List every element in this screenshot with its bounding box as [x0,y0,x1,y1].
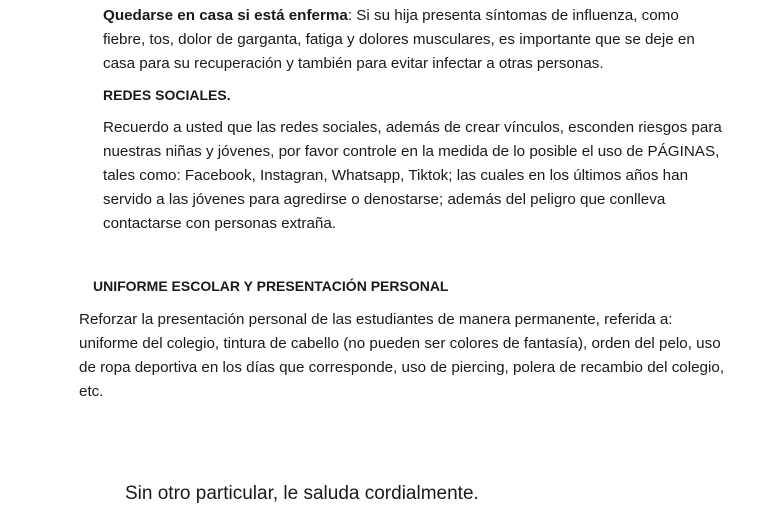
social-paragraph: Recuerdo a usted que las redes sociales, además de crear vínculos, esconden riesgos para nuestras niñas y jóvenes, por favor controle en la medida de lo posible el uso de PÁGINAS, tales como: Facebook, Instagran, Whatsapp, Tiktok; las cuales en los últimos años han servido a las jóvenes para agredirse o denostarse; además del peligro que conlleva contactarse con personas extraña. [103,119,722,232]
social-heading: REDES SOCIALES. [103,87,231,103]
closing-salutation: Sin otro particular, le saluda cordialmente. [125,483,479,504]
illness-paragraph [103,4,723,76]
uniform-heading: UNIFORME ESCOLAR Y PRESENTACIÓN PERSONAL [93,278,449,294]
illness-body: Si su hija presenta síntomas de influenza, como fiebre, tos, dolor de garganta, fatiga y dolores musculares, es importante que se deje en casa para su recuperación y también para evitar infectar a otras personas. [103,7,695,72]
uniform-paragraph: Reforzar la presentación personal de las estudiantes de manera permanente, referida a: uniforme del colegio, tintura de cabello (no pueden ser colores de fantasía), orden del pelo, uso de ropa deportiva en los días que corresponde, uso de piercing, polera de recambio del colegio, etc. [79,311,725,400]
illness-separator: : [347,7,353,24]
illness-title: Quedarse en casa si está enferma [103,7,348,24]
